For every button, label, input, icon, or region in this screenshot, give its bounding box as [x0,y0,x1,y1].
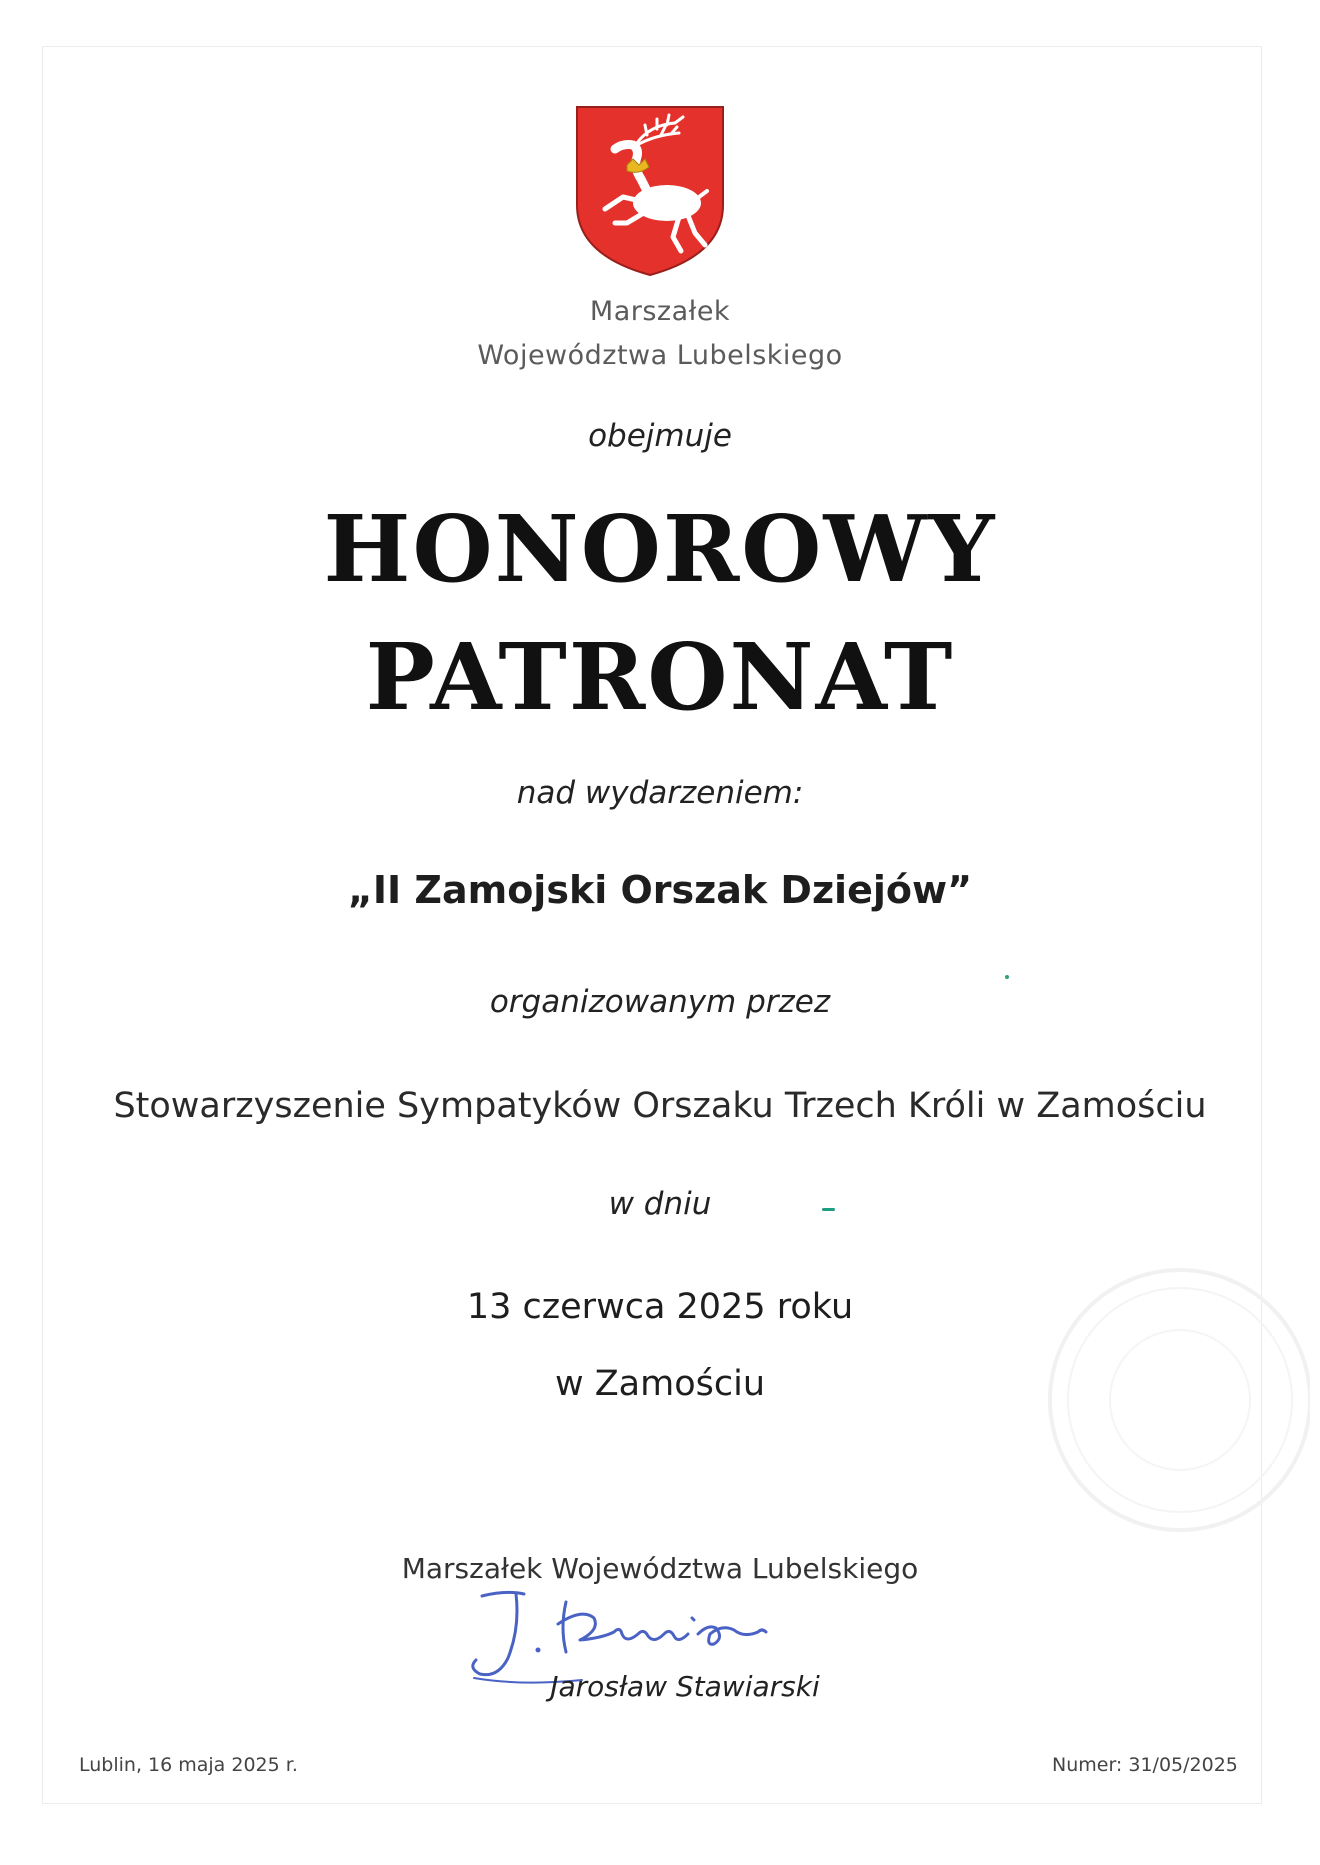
event-place: w Zamościu [554,1364,766,1404]
place-and-date: Lublin, 16 maja 2025 r. [79,1754,298,1776]
over-event-label: nad wydarzeniem: [516,775,804,811]
coat-of-arms-icon [575,105,725,277]
organizer-name: Stowarzyszenie Sympatyków Orszaku Trzech Króli w Zamościu [113,1086,1207,1126]
intro-text: obejmuje [588,418,732,454]
ink-speck [1004,972,1012,982]
signatory-title: Marszałek Województwa Lubelskiego [401,1552,919,1585]
event-name: „II Zamojski Orszak Dziejów” [347,868,973,912]
issuer-line-2: Województwa Lubelskiego [477,340,843,371]
event-date: 13 czerwca 2025 roku [466,1287,854,1327]
signatory-name: Jarosław Stawiarski [550,1670,820,1703]
embossed-seal-icon [1010,1240,1310,1540]
document-number: Numer: 31/05/2025 [1052,1754,1238,1776]
issuer-line-1: Marszałek [589,296,731,327]
title-line-2: PATRONAT [365,623,955,731]
organized-by-label: organizowanym przez [489,984,831,1020]
title-line-1: HONOROWY [323,495,997,603]
on-day-label: w dniu [608,1186,712,1222]
ink-speck [822,1206,836,1212]
